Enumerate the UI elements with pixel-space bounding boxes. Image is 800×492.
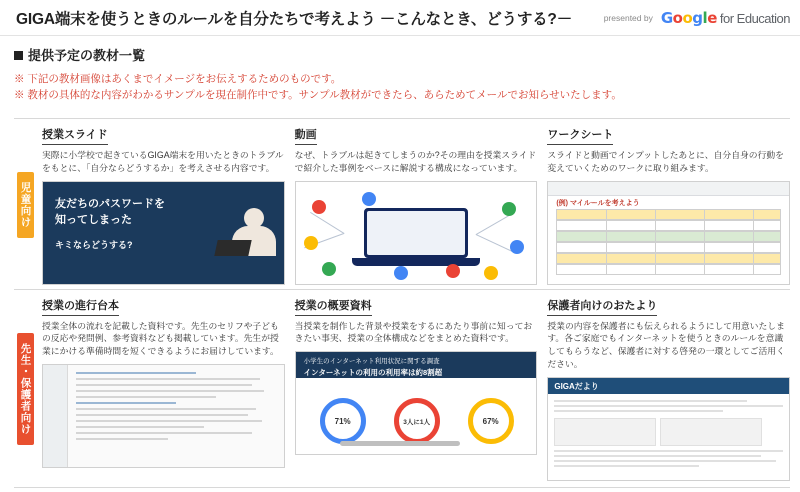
material-description: スライドと動画でインプットしたあとに、自分自身の行動を変えていくためのワークに取り組みます。	[547, 150, 784, 173]
network-node-icon	[322, 262, 336, 276]
worksheet-row	[556, 220, 781, 231]
google-logo: Google for Education	[660, 8, 790, 27]
stat-ring-1: 71%	[320, 398, 366, 444]
material-card-lesson-slide	[42, 126, 285, 285]
laptop-icon	[214, 240, 251, 256]
document-text-line	[76, 414, 248, 417]
note-2: ※ 教材の具体的な内容がわかるサンプルを現在制作中です。サンプル教材ができたら、あらためてメールでお知らせいたします。	[14, 89, 622, 102]
materials-grid	[14, 118, 790, 492]
network-node-icon	[502, 202, 516, 216]
slide-header-line-1: 小学生のインターネット利用状況に関する調査	[303, 358, 440, 365]
rail-label-teachers: 先生・保護者向け	[17, 333, 34, 445]
document-text-line	[76, 420, 262, 423]
network-node-icon	[304, 236, 318, 250]
page-header	[0, 0, 800, 36]
material-description: 当授業を制作した背景や授業をするにあたり事前に知っておきたい事実、授業の全体構成などをまとめた資料です。	[294, 320, 533, 344]
document-text-line	[76, 426, 204, 429]
stat-ring-2: 3人に1人	[394, 398, 440, 444]
newsletter-text-line	[554, 400, 747, 402]
document-text-line	[76, 378, 260, 381]
newsletter-text-line	[554, 455, 761, 457]
presented-by-label: presented by	[603, 12, 653, 23]
material-card-newsletter	[547, 297, 790, 481]
thumbnail-overview-slide	[295, 351, 538, 455]
rail-label-students: 児童向け	[17, 172, 34, 238]
newsletter-text-line	[554, 405, 783, 407]
grid-row-students	[14, 118, 790, 285]
worksheet-row	[556, 209, 781, 220]
thumbnail-script-document	[42, 364, 285, 468]
material-card-script	[42, 297, 285, 481]
section-heading-text: 提供予定の教材一覧	[28, 48, 146, 63]
thumbnail-worksheet	[547, 181, 790, 285]
newsletter-text-line	[554, 460, 775, 462]
branding	[604, 9, 790, 27]
material-description: 授業全体の流れを記載した資料です。先生のセリフや子どもの反応や発問例、参考資料なども掲載しています。先生が授業にかける準備時間を短くできるようにお届けしています。	[42, 320, 279, 356]
row-rail-students	[14, 126, 36, 285]
slide-header-line-2: インターネットの利用の利用率は約8割超	[303, 367, 443, 377]
notes	[14, 71, 800, 104]
document-text-line	[76, 432, 252, 435]
material-card-worksheet	[547, 126, 790, 285]
document-text-line	[76, 402, 176, 405]
newsletter-text-line	[554, 465, 698, 467]
document-text-line	[76, 438, 168, 441]
document-text-line	[76, 384, 252, 387]
page-title: GIGA端末を使うときのルールを自分たちで考えよう －こんなとき、どうする?－	[16, 10, 573, 28]
connector-line	[475, 234, 513, 253]
document-text-line	[76, 390, 264, 393]
slide-line-2: 知ってしまった	[55, 214, 132, 226]
material-card-video	[295, 126, 538, 285]
note-1: ※ 下記の教材画像はあくまでイメージをお伝えするためのものです。	[14, 73, 342, 85]
person-head-icon	[244, 208, 264, 228]
slide-line-3: キミならどうする?	[55, 239, 133, 250]
material-title: 授業の概要資料	[295, 297, 372, 316]
thumbnail-newsletter	[547, 377, 790, 481]
slide-line-1: 友だちのパスワードを	[55, 197, 165, 210]
stat-ring-3: 67%	[468, 398, 514, 444]
worksheet-row	[556, 264, 781, 275]
network-node-icon	[362, 192, 376, 206]
laptop-illustration	[364, 208, 468, 258]
material-title: 授業スライド	[42, 126, 108, 145]
square-bullet-icon	[14, 51, 23, 60]
connector-line	[476, 214, 511, 235]
slide-header	[296, 352, 537, 378]
network-node-icon	[394, 266, 408, 280]
section-heading	[14, 45, 800, 64]
material-card-overview	[295, 297, 538, 481]
material-title: ワークシート	[547, 126, 613, 145]
document-sidebar	[43, 365, 68, 467]
worksheet-row	[556, 231, 781, 242]
document-text-line	[76, 372, 196, 375]
for-education-label: for Education	[719, 10, 790, 26]
worksheet-toolbar	[548, 182, 789, 196]
worksheet-row	[556, 242, 781, 253]
material-description: なぜ、トラブルは起きてしまうのか?その理由を授業スライドで紹介した事例をベースに解説する構成になっています。	[294, 150, 537, 173]
thumbnail-video	[295, 181, 538, 285]
network-node-icon	[446, 264, 460, 278]
document-text-line	[76, 408, 256, 411]
laptop-base	[352, 258, 480, 266]
material-title: 保護者向けのおたより	[547, 297, 657, 316]
newsletter-masthead: GIGAだより	[548, 378, 789, 394]
network-node-icon	[312, 200, 326, 214]
worksheet-title: (例) マイルールを考えよう	[556, 199, 640, 207]
material-title: 動画	[295, 126, 317, 145]
material-title: 授業の進行台本	[42, 297, 119, 316]
network-node-icon	[510, 240, 524, 254]
footer-progress-bar	[340, 441, 460, 446]
network-node-icon	[484, 266, 498, 280]
thumbnail-lesson-slide	[42, 181, 285, 285]
worksheet-row	[556, 253, 781, 264]
newsletter-figure	[660, 418, 762, 446]
material-description: 実際に小学校で起きているGIGA端末を用いたときのトラブルをもとに、「自分ならどうするか」を考えさせる内容です。	[42, 150, 284, 173]
newsletter-text-line	[554, 410, 722, 412]
row-rail-teachers	[14, 297, 36, 481]
newsletter-figure	[554, 418, 656, 446]
material-description: 授業の内容を保護者にも伝えられるようにして用意いたします。各ご家庭でもインターネットを使うときのルールを意識してもらうなど、保護者に対する啓発の一環としてご活用ください。	[547, 320, 785, 369]
slide-illustration	[206, 182, 284, 284]
grid-row-teachers	[14, 289, 790, 488]
document-text-line	[76, 396, 216, 399]
connector-line	[310, 211, 344, 233]
document-body	[68, 365, 284, 467]
